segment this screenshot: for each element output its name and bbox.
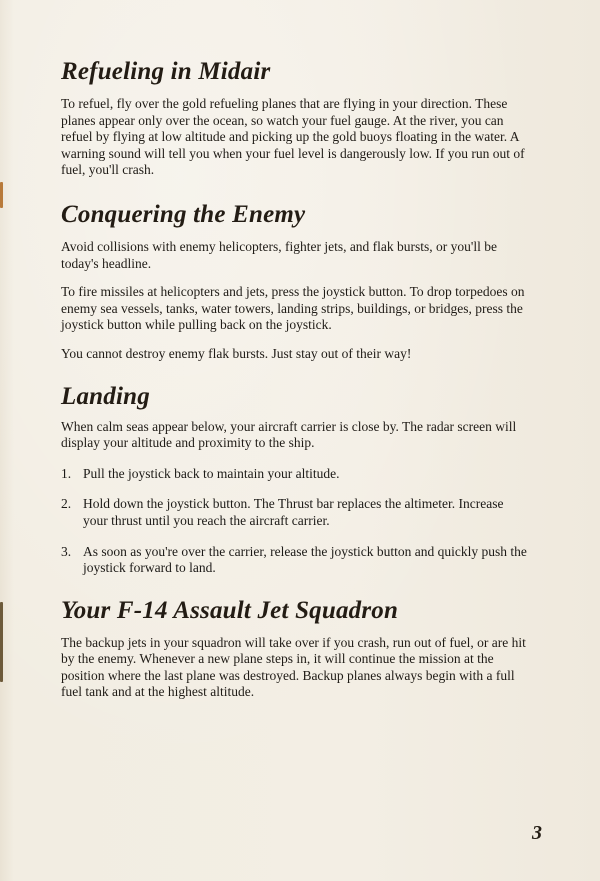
step-text: Pull the joystick back to maintain your altitude. [83,465,340,481]
section-refueling [61,52,531,179]
section-landing [61,377,531,577]
left-edge-mark [0,602,3,682]
landing-steps-list [61,466,531,577]
section-heading: Refueling in Midair [61,58,271,85]
paragraph: To fire missiles at helicopters and jets, press the joystick button. To drop torpedoes on enemy sea vessels, tanks, water towers, landing strips, buildings, or bridges, press the joystick button while pulling back on the joystick. [61,284,525,333]
list-item [61,544,531,577]
section-squadron [61,591,531,701]
paragraph: To refuel, fly over the gold refueling planes that are flying in your direction. These planes appear only over the ocean, so watch your fuel gauge. At the river, you can refuel by flying at low altitude and picking up the gold buoys floating in the water. A warning sound will tell you when your fuel level is dangerously low. If you run out of fuel, you'll crash. [61,96,525,178]
section-heading: Landing [61,382,150,410]
list-item [61,466,531,483]
left-edge-mark [0,182,3,208]
step-text: As soon as you're over the carrier, release the joystick button and quickly push the joystick forward to land. [83,543,527,576]
step-text: Hold down the joystick button. The Thrust bar replaces the altimeter. Increase your thrust until you reach the aircraft carrier. [83,496,504,528]
step-number: 3. [61,543,72,559]
paragraph: You cannot destroy enemy flak bursts. Just stay out of their way! [61,345,412,361]
section-heading: Conquering the Enemy [61,200,306,228]
paragraph: When calm seas appear below, your aircraft carrier is close by. The radar screen will display your altitude and proximity to the ship. [61,418,517,451]
page-content [61,52,531,701]
step-number: 1. [61,465,72,481]
list-item [61,496,531,529]
section-heading: Your F-14 Assault Jet Squadron [61,596,399,624]
section-conquering [61,195,531,363]
paragraph: Avoid collisions with enemy helicopters, fighter jets, and flak bursts, or you'll be today's headline. [61,238,497,271]
page-number: 3 [532,822,542,844]
step-number: 2. [61,496,72,512]
paragraph: The backup jets in your squadron will take over if you crash, run out of fuel, or are hit by the enemy. Whenever a new plane steps in, it will continue the mission at the position where the last plane was destroyed. Backup planes always begin with a full fuel tank and at the highest altitude. [61,634,526,700]
